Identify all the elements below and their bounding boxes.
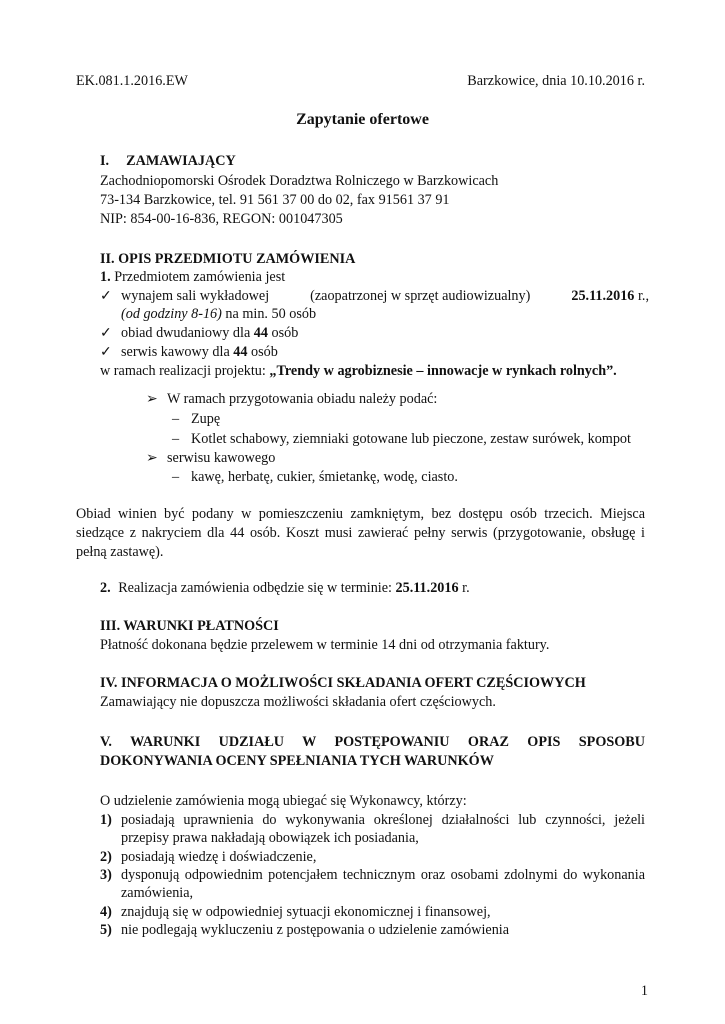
- condition-5-line1: nie podlegają wykluczeniu z postępowania o udzielenie zamówienia: [121, 922, 510, 938]
- section-1-heading: [100, 152, 236, 170]
- item-1-text: Przedmiotem zamówienia jest: [114, 269, 286, 285]
- section-1-title: ZAMAWIAJĄCY: [126, 153, 236, 169]
- condition-2-line1: posiadają wiedzę i doświadczenie,: [121, 849, 317, 865]
- check-item-1-r: r.,: [637, 288, 649, 304]
- lunch-intro: W ramach przygotowania obiadu należy podać:: [167, 391, 438, 407]
- dash-3: –: [172, 469, 180, 485]
- section-1-number: I.: [100, 153, 110, 169]
- conditions-intro: O udzielenie zamówienia mogą ubiegać się Wykonawcy, którzy:: [100, 793, 467, 809]
- item-2-date: 25.11.2016: [395, 580, 459, 596]
- check-item-1-a: wynajem sali wykładowej: [121, 288, 270, 304]
- check-mark-1: ✓: [100, 288, 112, 304]
- section-3-text: Płatność dokonana będzie przelewem w terminie 14 dni od otrzymania faktury.: [100, 637, 550, 653]
- check-item-1-line1: [121, 287, 649, 305]
- condition-1-line2: przepisy prawa nakładają obowiązek ich posiadania,: [121, 830, 419, 846]
- conditions-paragraph-line3: pełną zastawę).: [76, 544, 164, 560]
- page-title: Zapytanie ofertowe: [296, 111, 429, 128]
- condition-1-number: 1): [100, 812, 112, 828]
- check-item-1-date: 25.11.2016: [571, 288, 635, 304]
- check-item-2-unit: osób: [267, 325, 299, 341]
- condition-3-line1: dysponują odpowiednim potencjałem technicznym oraz osobami zdolnymi do wykonania: [121, 867, 645, 883]
- check-mark-3: ✓: [100, 344, 112, 360]
- item-2: [100, 579, 470, 597]
- item-2-number: 2.: [100, 580, 111, 596]
- condition-2-number: 2): [100, 849, 112, 865]
- dash-2: –: [172, 431, 180, 447]
- condition-3-number: 3): [100, 867, 112, 883]
- check-item-3: [121, 343, 278, 361]
- page-number: 1: [640, 983, 648, 999]
- check-item-2-text: obiad dwudaniowy dla: [121, 325, 254, 341]
- section-5-heading-line2: DOKONYWANIA OCENY SPEŁNIANIA TYCH WARUNKÓW: [100, 753, 494, 769]
- condition-4-number: 4): [100, 904, 112, 920]
- section-5-heading-line1: V. WARUNKI UDZIAŁU W POSTĘPOWANIU ORAZ OPIS SPOSOBU: [100, 734, 645, 750]
- project-line: [100, 362, 617, 380]
- arrow-bullet-2: ➢: [146, 450, 158, 466]
- coffee-items: kawę, herbatę, cukier, śmietankę, wodę, ciasto.: [191, 469, 458, 485]
- check-item-1-b: (zaopatrzonej w sprzęt audiowizualny): [310, 288, 531, 304]
- condition-3-line2: zamówienia,: [121, 885, 194, 901]
- check-item-2: [121, 324, 298, 342]
- buyer-name: Zachodniopomorski Ośrodek Doradztwa Rolniczego w Barzkowicach: [100, 173, 499, 189]
- conditions-paragraph-line1: Obiad winien być podany w pomieszczeniu zamkniętym, bez dostępu osób trzecich. Miejsca: [76, 506, 645, 522]
- conditions-paragraph-line2: siedzące z nakryciem dla 44 osób. Koszt musi zawierać pełny serwis (przygotowanie, obsługę i: [76, 525, 645, 541]
- buyer-address: 73-134 Barzkowice, tel. 91 561 37 00 do 02, fax 91561 37 91: [100, 192, 450, 208]
- section-4-text: Zamawiający nie dopuszcza możliwości składania ofert częściowych.: [100, 694, 496, 710]
- buyer-ids: NIP: 854-00-16-836, REGON: 001047305: [100, 211, 343, 227]
- condition-4-line1: znajdują się w odpowiedniej sytuacji ekonomicznej i finansowej,: [121, 904, 491, 920]
- check-item-1-hours: (od godziny 8-16): [121, 306, 222, 322]
- check-item-3-count: 44: [233, 344, 248, 360]
- item-1-number: 1.: [100, 269, 111, 285]
- reference-number: EK.081.1.2016.EW: [76, 73, 188, 89]
- section-3-heading: III. WARUNKI PŁATNOŚCI: [100, 618, 279, 634]
- arrow-bullet-1: ➢: [146, 391, 158, 407]
- condition-1-line1: posiadają uprawnienia do wykonywania określonej działalności lub czynności, jeżeli: [121, 812, 645, 828]
- check-mark-2: ✓: [100, 325, 112, 341]
- check-item-3-text: serwis kawowy dla: [121, 344, 234, 360]
- section-4-heading: IV. INFORMACJA O MOŻLIWOŚCI SKŁADANIA OFERT CZĘŚCIOWYCH: [100, 675, 586, 691]
- project-label: w ramach realizacji projektu:: [100, 363, 270, 379]
- check-item-1-capacity: na min. 50 osób: [221, 306, 317, 322]
- lunch-item-main: Kotlet schabowy, ziemniaki gotowane lub pieczone, zestaw surówek, kompot: [191, 431, 631, 447]
- item-2-text: Realizacja zamówienia odbędzie się w terminie:: [118, 580, 396, 596]
- item-1: [100, 268, 285, 286]
- check-item-3-unit: osób: [247, 344, 278, 360]
- dash-1: –: [172, 411, 180, 427]
- condition-5-number: 5): [100, 922, 112, 938]
- project-title: „Trendy w agrobiznesie – innowacje w rynkach rolnych”.: [269, 363, 617, 379]
- lunch-item-soup: Zupę: [191, 411, 221, 427]
- section-2-heading: II. OPIS PRZEDMIOTU ZAMÓWIENIA: [100, 251, 356, 267]
- item-2-suffix: r.: [458, 580, 470, 596]
- check-item-2-count: 44: [253, 325, 268, 341]
- coffee-intro: serwisu kawowego: [167, 450, 276, 466]
- place-date: Barzkowice, dnia 10.10.2016 r.: [467, 73, 645, 89]
- check-item-1-line2: [121, 305, 316, 323]
